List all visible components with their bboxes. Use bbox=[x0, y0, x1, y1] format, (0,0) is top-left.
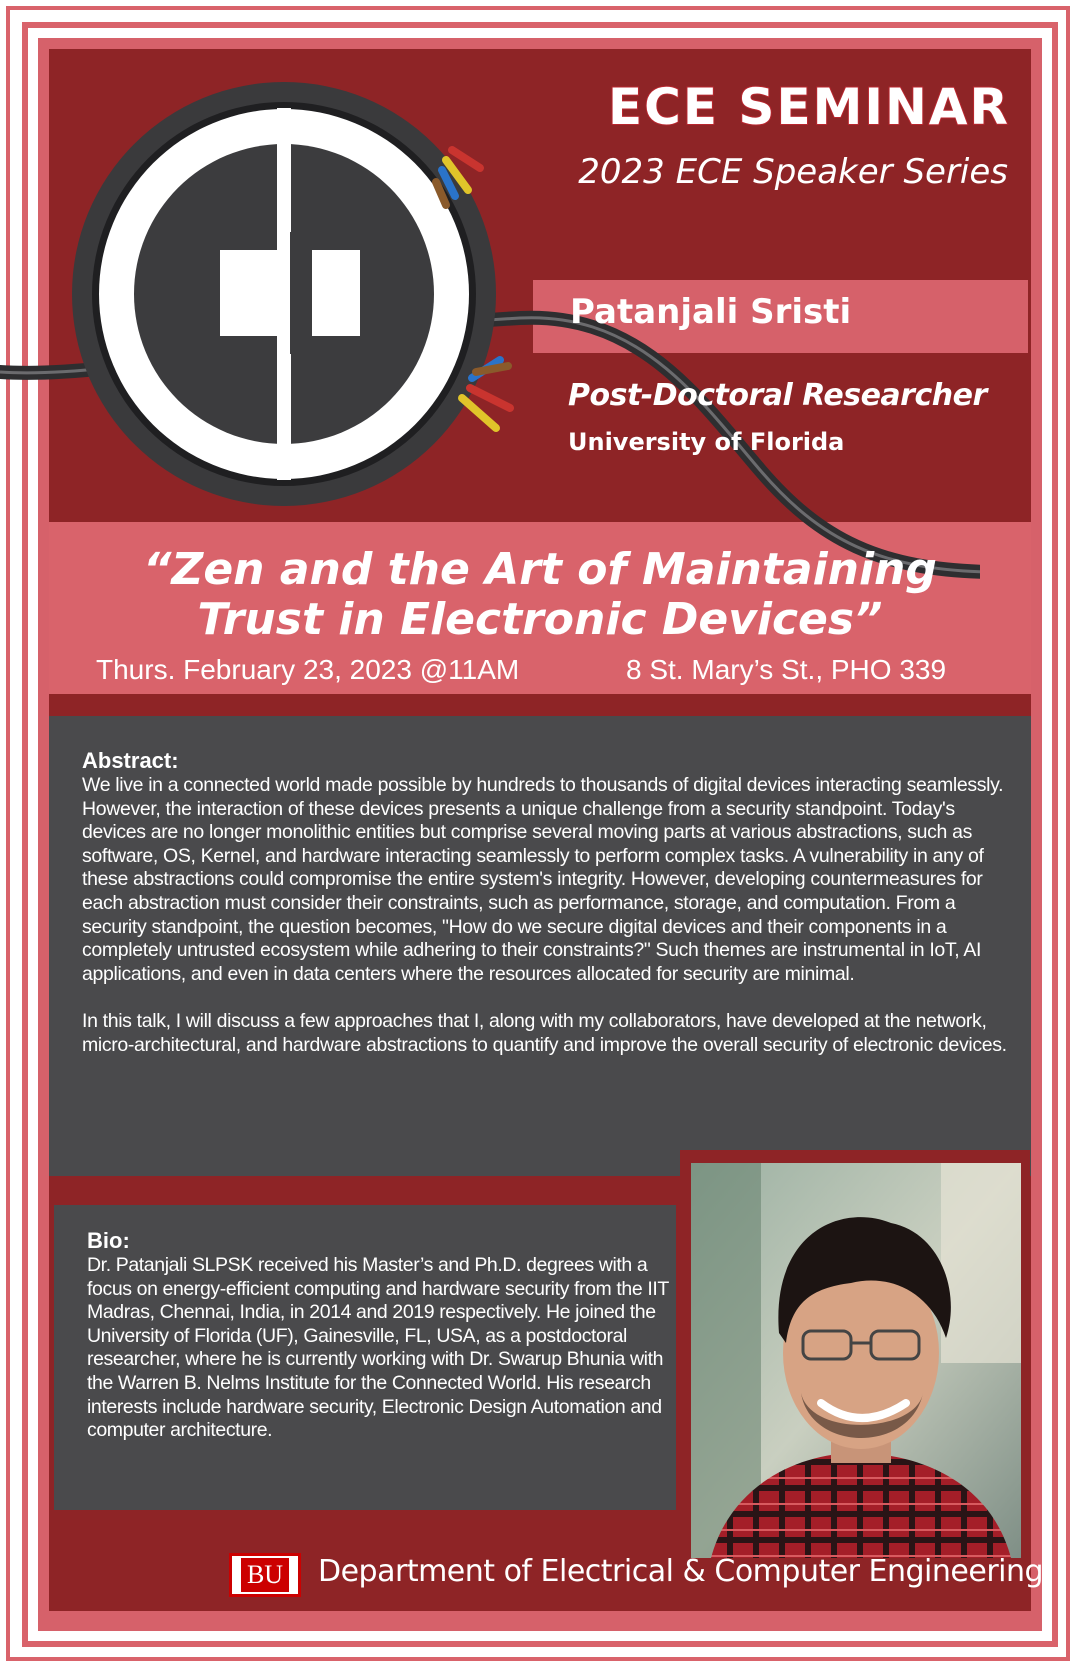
department-name: Department of Electrical & Computer Engineering bbox=[318, 1554, 1044, 1589]
talk-datetime: Thurs. February 23, 2023 @11AM bbox=[96, 654, 520, 685]
seminar-title: ECE SEMINAR bbox=[608, 78, 1010, 136]
bio-heading: Bio: bbox=[87, 1228, 130, 1253]
abstract-paragraph-1: We live in a connected world made possible by hundreds to thousands of digital devices interacting seamlessly. However, the interaction of these devices presents a unique challenge from a security standpoint. Today's devices are no longer monolithic entities but comprise several moving parts at various abstractions, such as software, OS, Kernel, and hardware interacting seamlessly to perform complex tasks. A vulnerability in any of these abstractions could compromise the entire system's integrity. However, developing countermeasures for each abstraction must consider their constraints, such as performance, storage, and computation. From a security standpoint, the question becomes, "How do we secure digital devices and their components in a completely untrusted ecosystem while adhering to their constraints?" Such themes are instrumental in IoT, AI applications, and even in data centers where the resources allocated for security are minimal. bbox=[82, 774, 1004, 985]
talk-title-line-2: Trust in Electronic Devices” bbox=[197, 594, 883, 645]
bio-text: Dr. Patanjali SLPSK received his Master’s and Ph.D. degrees with a focus on energy-efficient computing and hardware security from the IIT Madras, Chennai, India, in 2014 and 2019 respectively. He joined the University of Florida (UF), Gainesville, FL, USA, as a postdoctoral researcher, where he is currently working with Dr. Swarup Bhunia with the Warren B. Nelms Institute for the Connected World. His research interests include hardware security, Electronic Design Automation and computer architecture. bbox=[87, 1254, 669, 1442]
abstract-heading: Abstract: bbox=[82, 748, 179, 773]
speaker-photo bbox=[691, 1163, 1021, 1558]
talk-title-line-1: “Zen and the Art of Maintaining bbox=[143, 544, 937, 595]
speaker-series: 2023 ECE Speaker Series bbox=[578, 152, 1008, 192]
divider-strip bbox=[49, 694, 1031, 716]
abstract-paragraph-2: In this talk, I will discuss a few approaches that I, along with my collaborators, have developed at the network, micro-architectural, and hardware abstractions to quantify and improve the overall security of electronic devices. bbox=[82, 1010, 1007, 1056]
talk-location: 8 St. Mary’s St., PHO 339 bbox=[626, 654, 947, 685]
speaker-name: Patanjali Sristi bbox=[570, 292, 852, 332]
speaker-affiliation: University of Florida bbox=[568, 428, 845, 456]
speaker-role: Post-Doctoral Researcher bbox=[568, 378, 987, 413]
talk-title bbox=[60, 545, 1020, 645]
abstract-text bbox=[82, 774, 1007, 1082]
bu-logo-text: BU bbox=[241, 1558, 289, 1592]
bu-logo bbox=[229, 1553, 301, 1597]
